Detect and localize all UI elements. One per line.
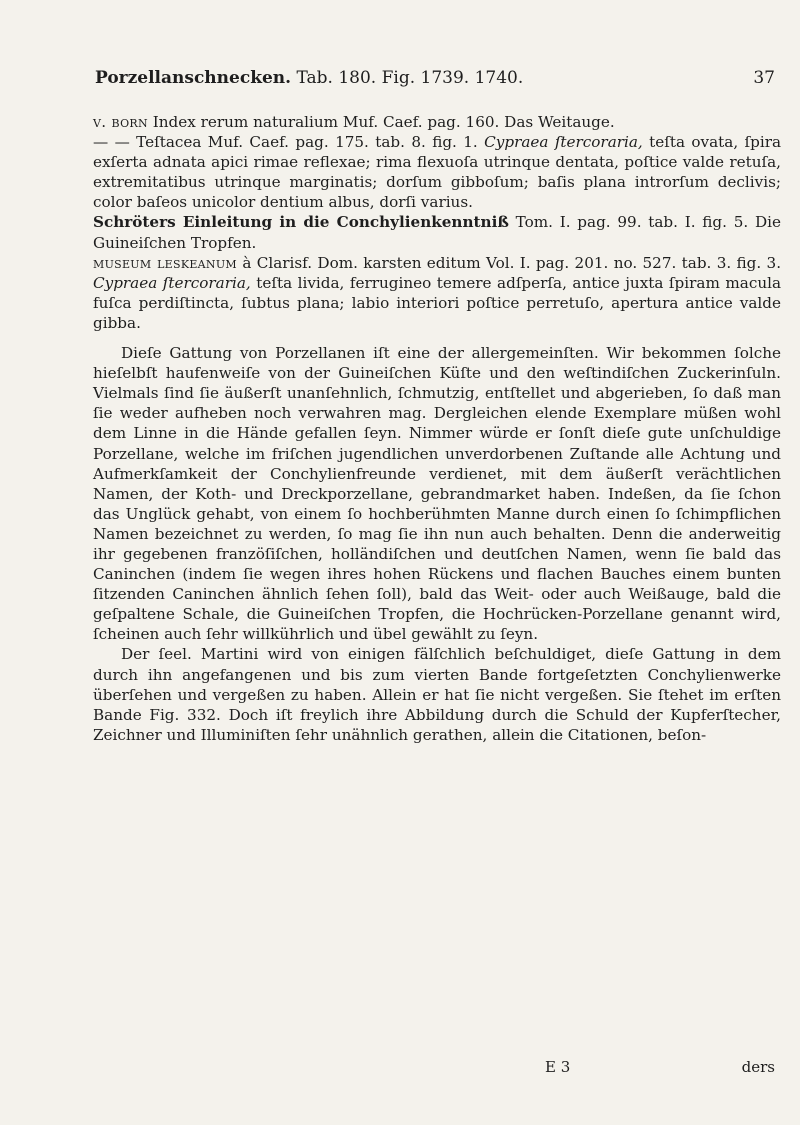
running-title-text: Porzellanschnecken. [95, 68, 292, 88]
species-name: Cypraea ſtercoraria, [93, 273, 251, 292]
signature-mark: E 3 [545, 1058, 571, 1076]
reference-entry [93, 253, 781, 333]
reference-description: teſta ovata, ſpira exſerta adnata apici rimae reflexae; rima flexuoſa utrinque dentata, poſtice valde retuſa, extremitatibus utrinque marginatis; dorſum gibboſum; baſis plana introrſum declivis; color baſeos unicolor dentium albus, dorſi varius. [93, 133, 782, 212]
reference-entry [93, 132, 781, 212]
reference-entry [93, 112, 781, 132]
catchword: ders [741, 1058, 775, 1076]
paragraph: Der ſeel. Martini wird von einigen fälſchlich beſchuldiget, dieſe Gattung in dem durch ihn angefangenen und bis zum vierten Bande fortgeſetzten Conchylienwerke überſehen und vergeßen zu haben. Allein er hat ſie nicht vergeßen. Sie ſtehet im erſten Bande Fig. 332. Doch iſt freylich ihre Abbildung durch die Schuld der Kupferſtecher, Zeichner und Illuminiſten ſehr unähnlich gerathen, allein die Citationen, beſon- [93, 645, 781, 744]
reference-text: Teſtacea Muf. Caef. pag. 175. tab. 8. fig. 1. [136, 133, 478, 152]
reference-text: à Clarisf. Dom. karsten editum Vol. I. pag. 201. no. 527. tab. 3. fig. 3. [242, 253, 782, 272]
page-header [95, 58, 775, 98]
page-number: 37 [753, 68, 775, 88]
reference-author: Schröters Einleitung in die Conchylienkenntniß [93, 213, 509, 232]
reference-text: Tom. I. pag. 99. tab. I. fig. 5. Die Guineiſchen Tropfen. [93, 213, 781, 252]
body-text [93, 112, 781, 745]
reference-author: museum leskeanum [93, 253, 237, 272]
reference-description: teſta livida, ferrugineo temere adſperſa, antice juxta ſpiram macula fuſca perdiſtincta, ſubtus plana; labio interiori poſtice perretuſo, apertura antice valde gibba. [93, 273, 782, 332]
reference-author: v. born [93, 113, 148, 131]
spacer [93, 333, 781, 343]
running-title [95, 58, 523, 98]
reference-author: — — [93, 133, 130, 152]
paragraph: Dieſe Gattung von Porzellanen iſt eine der allergemeinſten. Wir bekommen ſolche hieſelbſt haufenweiſe von der Guineiſchen Küſte und den weſtindiſchen Zuckerinſuln. Vielmals ſind ſie äußerſt unanſehnlich, ſchmutzig, entſtellet und abgerieben, ſo daß man ſie weder aufheben noch verwahren mag. Dergleichen elende Exemplare müßen wohl dem Linne in die Hände gefallen ſeyn. Nimmer würde er ſonſt dieſe gute unſchuldige Porzellane, welche im friſchen jugendlichen unverdorbenen Zuſtande alle Achtung und Aufmerkſamkeit der Conchylienfreunde verdienet, mit dem äußerſt verächtlichen Namen, der Koth- und Dreckporzellane, gebrandmarket haben. Indeßen, da ſie ſchon das Unglück gehabt, von einem ſo hochberühmten Manne durch einen ſo ſchimpflichen Namen bezeichnet zu werden, ſo mag ſie ihn nun auch behalten. Denn die anderweitig ihr gegebenen franzöſiſchen, holländiſchen und deutſchen Namen, wenn ſie bald das Caninchen (indem ſie wegen ihres hohen Rückens und flachen Bauches einem bunten ſitzenden Caninchen ähnlich ſehen ſoll), bald das Weit- oder auch Weißauge, bald die geſpaltene Schale, die Guineiſchen Tropfen, die Hochrücken-Porzellane genannt wird, ſcheinen auch ſehr willkührlich und übel gewählt zu ſeyn. [93, 344, 781, 644]
species-name: Cypraea ſtercoraria, [484, 133, 643, 152]
tab-reference: Tab. 180. Fig. 1739. 1740. [296, 68, 524, 88]
reference-text: Index rerum naturalium Muf. Caef. pag. 160. Das Weitauge. [152, 113, 615, 131]
reference-entry [93, 212, 781, 252]
page-footer [95, 1058, 775, 1082]
